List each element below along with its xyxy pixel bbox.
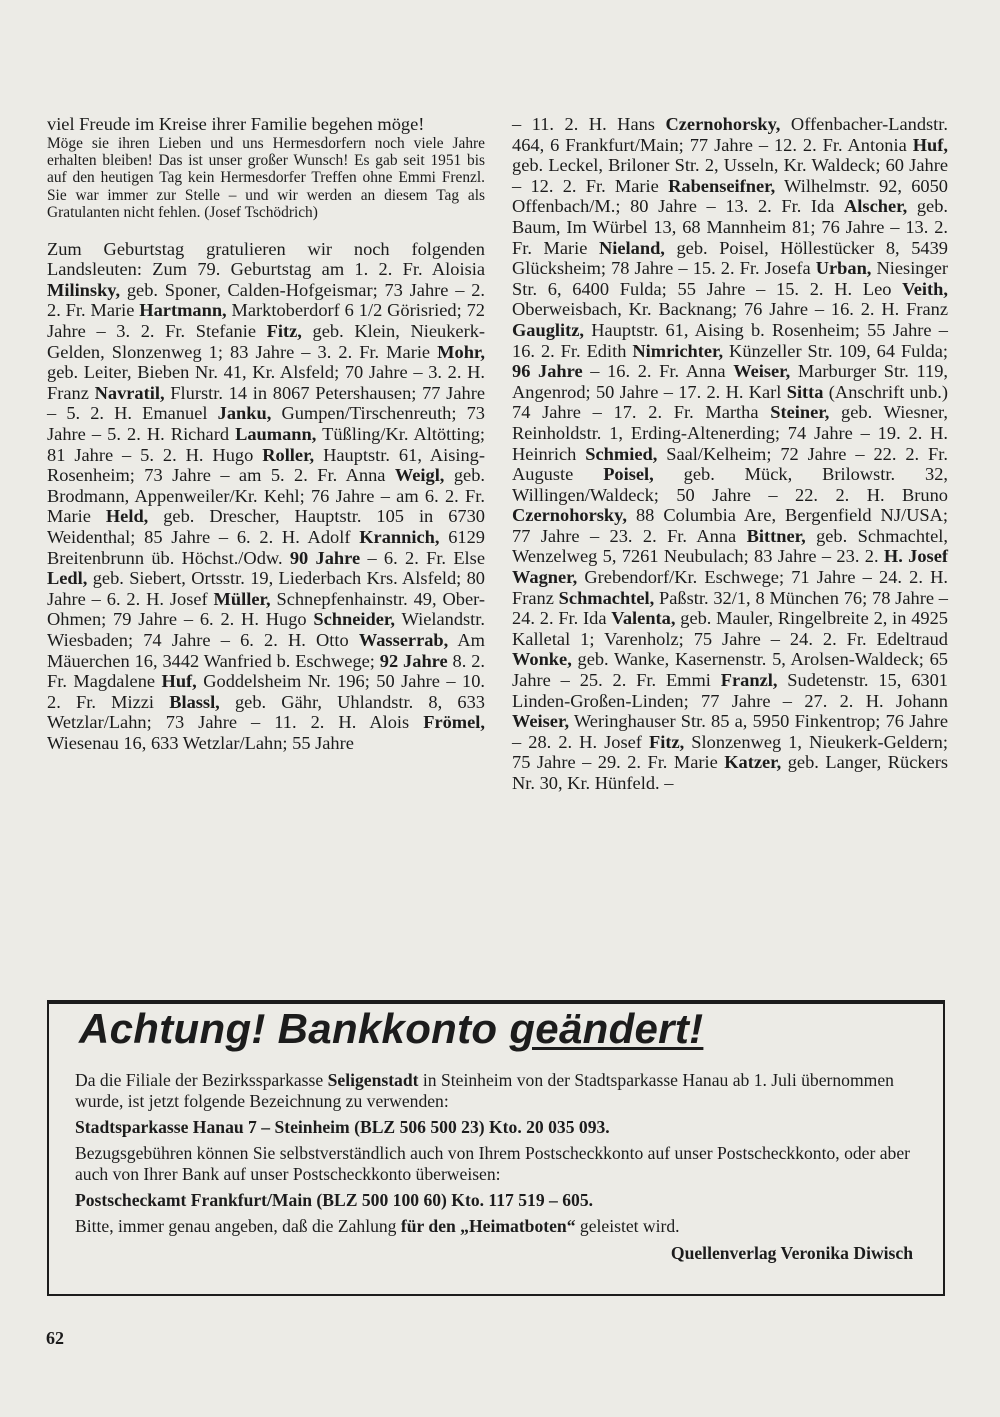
bold-name: 90 Jahre (289, 547, 361, 568)
text-run: in Steinheim von der Stadtsparkasse Hanau ab 1. Juli übernommen wurde, ist jetzt folgende Bezeichnung zu verwenden: (75, 1070, 894, 1111)
text-run: 88 Columbia Are, Bergenfield NJ/USA; 77 Jahre – 23. 2. Fr. Anna (512, 505, 948, 546)
text-run: Weringhauser Str. 85 a, 5950 Finkentrop; 76 Jahre – 28. 2. H. Josef (512, 711, 948, 752)
bold-name: Rabenseifner, (668, 175, 776, 196)
bold-name: Janku, (217, 403, 272, 424)
bold-name: Sitta (786, 381, 824, 402)
bold-name: Franzl, (720, 670, 778, 691)
text-run: Gumpen/Tirschenreuth; 73 Jahre – 5. 2. H. Richard (47, 403, 485, 444)
bank-paragraph-3 (75, 1216, 925, 1237)
text-run: Bitte, immer genau angeben, daß die Zahlung (75, 1216, 401, 1236)
bold-name: Czernohorsky, (512, 505, 627, 526)
bold-name: Huf, (161, 671, 197, 692)
text-run: geb. Brodmann, Appenweiler/Kr. Kehl; 76 Jahre – am 6. 2. Fr. Marie (47, 465, 485, 527)
text-run: geb. Langer, Rückers Nr. 30, Kr. Hünfeld. – (512, 752, 948, 793)
bold-name: Wonke, (512, 649, 572, 670)
page-number: 62 (46, 1328, 64, 1348)
bold-name: Weigl, (394, 465, 445, 486)
bank-paragraph-1 (75, 1070, 925, 1112)
text-run: Flurstr. 14 in 8067 Petershausen; 77 Jahre – 5. 2. H. Emanuel (47, 382, 485, 424)
bold-name: Veith, (902, 278, 948, 299)
text-run: geb. Leckel, Briloner Str. 2, Usseln, Kr. Waldeck; 60 Jahre – 12. 2. Fr. Marie (512, 155, 948, 196)
text-run: Am Mäuerchen 16, 3442 Wanfried b. Eschwege; (47, 629, 485, 671)
text-run: geb. Baum, Im Würbel 13, 68 Mannheim 81; 76 Jahre – 13. 2. Fr. Marie (512, 196, 948, 258)
text-run: Wilhelmstr. 92, 6050 Offenbach/M.; 80 Jahre – 13. 2. Fr. Ida (512, 175, 948, 217)
bold-name: Nieland, (598, 237, 665, 258)
text-run: Künzeller Str. 109, 64 Fulda; (723, 340, 948, 361)
text-run: 6129 Breitenbrunn üb. Höchst./Odw. (47, 526, 485, 568)
bold-name: Bittner, (746, 525, 806, 546)
headline-part2: geändert! (509, 1005, 704, 1052)
bold-name: Schmachtel, (558, 587, 655, 608)
text-run: Marktoberdorf 6 1/2 Görisried; 72 Jahre – 3. 2. Fr. Stefanie (47, 300, 485, 341)
text-run: geb. Leiter, Bieben Nr. 41, Kr. Alsfeld; 70 Jahre – 3. 2. H. Franz (47, 362, 485, 403)
text-run: geb. Siebert, Ortsstr. 19, Liederbach Krs. Alsfeld; 80 Jahre – 6. 2. H. Josef (47, 568, 485, 609)
text-run: Tüßling/Kr. Altötting; 81 Jahre – 5. 2. H. Hugo (47, 423, 486, 465)
intro-text: viel Freude im Kreise ihrer Familie begehen möge! (47, 114, 425, 134)
text-run: geb. Drescher, Hauptstr. 105 in 6730 Weidenthal; 85 Jahre – 6. 2. H. Adolf (47, 506, 485, 547)
bold-name: Poisel, (603, 464, 654, 485)
text-run: Da die Filiale der Bezirkssparkasse (75, 1070, 328, 1090)
bold-name: 96 Jahre (512, 361, 583, 382)
text-run: geb. Wanke, Kasernenstr. 5, Arolsen-Waldeck; 65 Jahre – 25. 2. Fr. Emmi (512, 649, 948, 691)
text-run: geleistet wird. (575, 1216, 680, 1236)
bold-name: Fitz, (648, 731, 685, 752)
text-run: Offenbacher-Landstr. 464, 6 Frankfurt/Main; 77 Jahre – 12. 2. Fr. Antonia (512, 114, 948, 155)
bold-name: Nimrichter, (632, 340, 724, 361)
text-run: Saal/Kelheim; 72 Jahre – 22. 2. Fr. Auguste (512, 443, 948, 485)
bold-name: Milinsky, (47, 279, 121, 300)
publisher-signature: Quellenverlag Veronika Diwisch (670, 1243, 913, 1263)
text-run: geb. Gähr, Uhlandstr. 8, 633 Wetzlar/Lahn; 73 Jahre – 11. 2. H. Alois (47, 691, 485, 733)
text-run: Wiesenau 16, 633 Wetzlar/Lahn; 55 Jahre (47, 732, 354, 753)
bank-paragraph-2: Bezugsgebühren können Sie selbstverständlich auch von Ihrem Postscheckkonto auf unser Postscheckkonto, oder aber auch von Ihrer Bank auf unser Postscheckkonto überweisen: (75, 1143, 911, 1184)
wish-paragraph (47, 135, 485, 222)
left-column (47, 114, 485, 753)
bold-name: Urban, (815, 258, 872, 279)
birthday-list-right (512, 114, 948, 794)
bold-name: Roller, (262, 444, 315, 465)
bold-name: Katzer, (724, 752, 782, 773)
bold-name: Müller, (213, 588, 271, 609)
bold-name: Mohr, (437, 341, 485, 362)
bold-name: 92 Jahre (379, 650, 448, 671)
bold-name: H. Josef Wagner, (512, 546, 948, 588)
bold-name: Navratil, (94, 382, 165, 403)
text-run: geb. Mück, Brilowstr. 32, Willingen/Waldeck; 50 Jahre – 22. 2. H. Bruno (512, 464, 948, 505)
bold-name: Czernohorsky, (665, 114, 781, 134)
text-run: Zum 79. Geburtstag am 1. 2. Fr. Aloisia (142, 259, 485, 280)
bold-name: Schneider, (313, 609, 395, 630)
text-run: Paßstr. 32/1, 8 München 76; 78 Jahre – 24. 2. Fr. Ida (512, 587, 948, 629)
bold-name: Frömel, (423, 712, 485, 733)
text-run: geb. Klein, Nieukerk-Gelden, Slonzenweg 1; 83 Jahre – 3. 2. Fr. Marie (47, 321, 486, 362)
text-run: geb. Schmachtel, Wenzelweg 5, 7261 Neubulach; 83 Jahre – 23. 2. (512, 525, 948, 567)
bank-notice-body (75, 1070, 925, 1264)
bold-name: Huf, (912, 134, 948, 155)
text-run: – 16. 2. Fr. Anna (582, 361, 734, 382)
right-column (512, 114, 948, 794)
bold-name: Gauglitz, (512, 319, 585, 340)
bold-name: Steiner, (770, 402, 830, 423)
bold-name: Held, (105, 506, 149, 527)
text-run: Sudetenstr. 15, 6301 Linden-Großen-Linden; 77 Jahre – 27. 2. H. Johann (512, 670, 948, 711)
text-run: geb. Mauler, Ringelbreite 2, in 4925 Kalletal 1; Varenholz; 75 Jahre – 24. 2. Fr. Edeltraud (512, 608, 948, 649)
bank-notice-box (47, 1000, 945, 1296)
text-run: 8. 2. Fr. Magdalene (47, 650, 485, 692)
bold-name: Valenta, (611, 608, 676, 629)
text-run: (Anschrift unb.) 74 Jahre – 17. 2. Fr. Martha (512, 381, 948, 423)
bold-name: Krannich, (359, 526, 440, 547)
bold-name: Seligenstadt (327, 1070, 419, 1090)
bold-name: Weiser, (733, 361, 791, 382)
text-run: Zum Geburtstag gratulieren wir noch folgenden Landsleuten: (47, 238, 485, 280)
text-run: Hauptstr. 61, Aising b. Rosenheim; 55 Jahre – 16. 2. Fr. Edith (512, 319, 948, 361)
bold-name: für den „Heimatboten“ (400, 1216, 576, 1236)
text-run: geb. Wiesner, Reinholdstr. 1, Erding-Altenerding; 74 Jahre – 19. 2. H. Heinrich (512, 402, 948, 464)
text-run: Grebendorf/Kr. Eschwege; 71 Jahre – 24. 2. H. Franz (512, 567, 948, 608)
bold-name: Wasserrab, (358, 629, 449, 650)
account-stadtsparkasse: Stadtsparkasse Hanau 7 – Steinheim (BLZ 506 500 23) Kto. 20 035 093. (75, 1117, 610, 1137)
text-run: Niesinger Str. 6, 6400 Fulda; 55 Jahre – 15. 2. H. Leo (512, 258, 948, 299)
text-run: – 11. 2. H. Hans (512, 114, 666, 134)
text-run: Wielandstr. Wiesbaden; 74 Jahre – 6. 2. H. Otto (47, 609, 486, 650)
bold-name: Blassl, (169, 691, 220, 712)
text-run: Schnepfenhainstr. 49, Ober-Ohmen; 79 Jahre – 6. 2. H. Hugo (47, 588, 486, 630)
text-run: – 6. 2. Fr. Else (360, 547, 485, 568)
text-run: geb. Sponer, Calden-Hofgeismar; 73 Jahre – 2. 2. Fr. Marie (47, 279, 485, 321)
text-run: Slonzenweg 1, Nieukerk-Geldern; 75 Jahre – 29. 2. Fr. Marie (512, 731, 948, 773)
bold-name: Weiser, (512, 711, 570, 732)
text-run: Möge sie ihren Lieben und uns Hermesdorfern noch viele Jahre erhalten bleiben! Das ist unser großer Wunsch! Es gab seit 1951 bis auf den heutigen Tag kein Hermesdorfer Treffen ohne Emmi Frenzl. Sie war immer zur Stelle – und wir werden an diesem Tag als Gratulanten nicht fehlen. (Josef Tschödrich) (47, 134, 485, 222)
birthday-list-left (47, 239, 485, 754)
text-run: Oberweisbach, Kr. Backnang; 76 Jahre – 16. 2. H. Franz (512, 299, 948, 320)
text-run: Hauptstr. 61, Aising-Rosenheim; 73 Jahre – am 5. 2. Fr. Anna (47, 444, 486, 486)
bold-name: Laumann, (235, 423, 317, 444)
headline-part1: Achtung! Bankkonto (79, 1005, 510, 1052)
bold-name: Schmied, (585, 443, 658, 464)
bold-name: Alscher, (844, 196, 908, 217)
bank-notice-headline (79, 1005, 703, 1053)
text-run: Goddelsheim Nr. 196; 50 Jahre – 10. 2. Fr. Mizzi (47, 671, 485, 712)
bold-name: Hartmann, (139, 300, 227, 321)
account-postscheckamt: Postscheckamt Frankfurt/Main (BLZ 500 100 60) Kto. 117 519 – 605. (75, 1190, 594, 1210)
text-run: geb. Poisel, Höllestücker 8, 5439 Glücksheim; 78 Jahre – 15. 2. Fr. Josefa (512, 237, 948, 279)
bold-name: Fitz, (266, 321, 302, 341)
text-run: Marburger Str. 119, Angenrod; 50 Jahre – 17. 2. H. Karl (512, 361, 948, 402)
bold-name: Ledl, (47, 568, 88, 589)
